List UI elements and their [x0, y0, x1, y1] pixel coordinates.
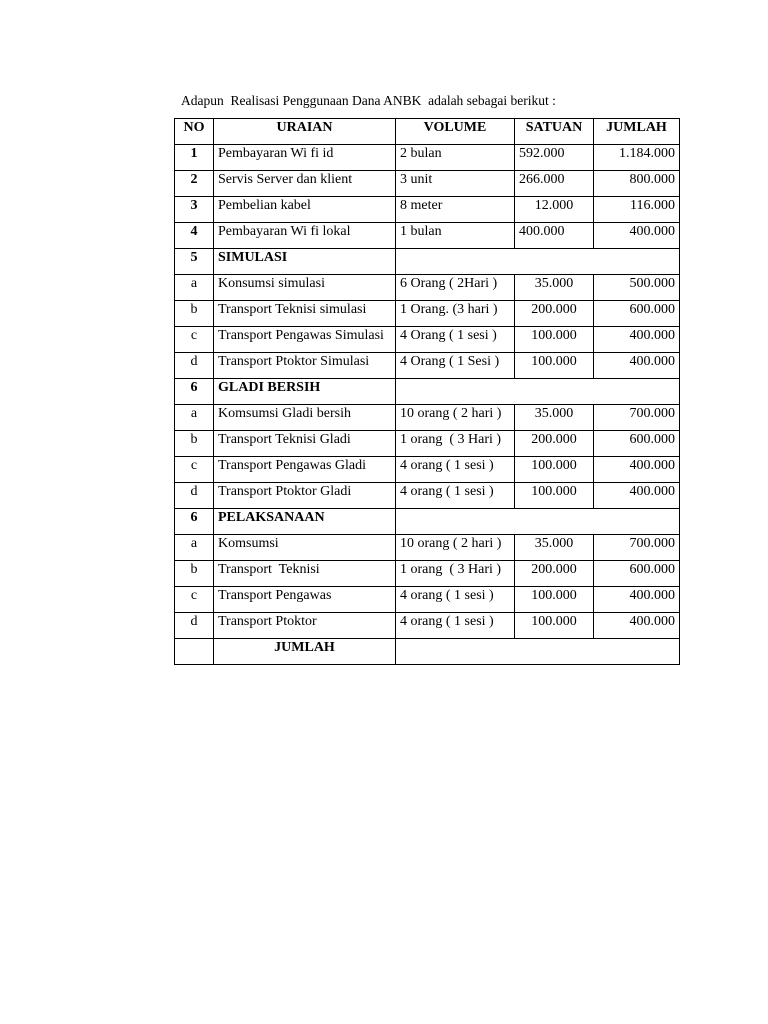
table-row	[175, 275, 680, 301]
row-volume: 4 Orang ( 1 sesi )	[396, 327, 515, 353]
section-header-row	[175, 509, 680, 535]
row-no: d	[175, 613, 214, 639]
total-row	[175, 639, 680, 665]
row-no: a	[175, 275, 214, 301]
row-volume: 10 orang ( 2 hari )	[396, 405, 515, 431]
section-empty-cell	[396, 509, 680, 535]
row-no: b	[175, 561, 214, 587]
table-row	[175, 587, 680, 613]
row-satuan: 200.000	[515, 561, 594, 587]
row-uraian: Transport Pengawas Simulasi	[214, 327, 396, 353]
section-empty-cell	[396, 249, 680, 275]
table-row	[175, 431, 680, 457]
row-no: d	[175, 353, 214, 379]
table-row	[175, 561, 680, 587]
row-uraian: Transport Ptoktor	[214, 613, 396, 639]
row-volume: 1 Orang. (3 hari )	[396, 301, 515, 327]
row-volume: 1 orang ( 3 Hari )	[396, 561, 515, 587]
total-value-cell	[396, 639, 680, 665]
row-jumlah: 800.000	[594, 171, 680, 197]
row-satuan: 100.000	[515, 613, 594, 639]
row-jumlah: 400.000	[594, 457, 680, 483]
section-no: 6	[175, 509, 214, 535]
row-jumlah: 400.000	[594, 223, 680, 249]
row-uraian: Komsumsi Gladi bersih	[214, 405, 396, 431]
table-row	[175, 223, 680, 249]
row-no: a	[175, 405, 214, 431]
table-row	[175, 613, 680, 639]
row-uraian: Transport Ptoktor Gladi	[214, 483, 396, 509]
header-jumlah: JUMLAH	[594, 119, 680, 145]
row-jumlah: 400.000	[594, 353, 680, 379]
row-satuan: 12.000	[515, 197, 594, 223]
row-volume: 4 Orang ( 1 Sesi )	[396, 353, 515, 379]
row-uraian: Transport Teknisi simulasi	[214, 301, 396, 327]
section-no: 5	[175, 249, 214, 275]
row-no: a	[175, 535, 214, 561]
row-satuan: 100.000	[515, 353, 594, 379]
row-no: 3	[175, 197, 214, 223]
table-row	[175, 483, 680, 509]
row-no: b	[175, 431, 214, 457]
section-empty-cell	[396, 379, 680, 405]
budget-table	[174, 118, 680, 665]
table-row	[175, 145, 680, 171]
table-row	[175, 405, 680, 431]
row-uraian: Transport Ptoktor Simulasi	[214, 353, 396, 379]
row-jumlah: 116.000	[594, 197, 680, 223]
row-uraian: Transport Teknisi Gladi	[214, 431, 396, 457]
row-volume: 4 orang ( 1 sesi )	[396, 483, 515, 509]
row-no: c	[175, 457, 214, 483]
section-title: SIMULASI	[214, 249, 396, 275]
row-jumlah: 1.184.000	[594, 145, 680, 171]
row-volume: 4 orang ( 1 sesi )	[396, 457, 515, 483]
table-row	[175, 327, 680, 353]
section-header-row	[175, 249, 680, 275]
row-jumlah: 400.000	[594, 613, 680, 639]
row-uraian: Pembelian kabel	[214, 197, 396, 223]
row-satuan: 266.000	[515, 171, 594, 197]
table-row	[175, 197, 680, 223]
row-no: 2	[175, 171, 214, 197]
row-jumlah: 600.000	[594, 431, 680, 457]
row-jumlah: 400.000	[594, 587, 680, 613]
row-volume: 10 orang ( 2 hari )	[396, 535, 515, 561]
row-satuan: 200.000	[515, 301, 594, 327]
row-uraian: Pembayaran Wi fi lokal	[214, 223, 396, 249]
table-row	[175, 535, 680, 561]
row-no: d	[175, 483, 214, 509]
row-uraian: Transport Pengawas Gladi	[214, 457, 396, 483]
row-no: c	[175, 587, 214, 613]
row-jumlah: 400.000	[594, 327, 680, 353]
table-row	[175, 353, 680, 379]
row-volume: 3 unit	[396, 171, 515, 197]
row-jumlah: 500.000	[594, 275, 680, 301]
header-uraian: URAIAN	[214, 119, 396, 145]
row-jumlah: 600.000	[594, 301, 680, 327]
row-uraian: Pembayaran Wi fi id	[214, 145, 396, 171]
row-no: b	[175, 301, 214, 327]
row-volume: 4 orang ( 1 sesi )	[396, 587, 515, 613]
header-no: NO	[175, 119, 214, 145]
section-header-row	[175, 379, 680, 405]
row-uraian: Servis Server dan klient	[214, 171, 396, 197]
row-satuan: 400.000	[515, 223, 594, 249]
section-no: 6	[175, 379, 214, 405]
intro-text: Adapun Realisasi Penggunaan Dana ANBK adalah sebagai berikut :	[181, 93, 556, 108]
total-empty-no	[175, 639, 214, 665]
row-volume: 1 bulan	[396, 223, 515, 249]
row-volume: 6 Orang ( 2Hari )	[396, 275, 515, 301]
row-satuan: 100.000	[515, 327, 594, 353]
header-satuan: SATUAN	[515, 119, 594, 145]
table-header-row	[175, 119, 680, 145]
row-satuan: 100.000	[515, 483, 594, 509]
row-volume: 2 bulan	[396, 145, 515, 171]
header-volume: VOLUME	[396, 119, 515, 145]
table-row	[175, 171, 680, 197]
row-satuan: 35.000	[515, 275, 594, 301]
row-no: c	[175, 327, 214, 353]
row-volume: 8 meter	[396, 197, 515, 223]
row-volume: 1 orang ( 3 Hari )	[396, 431, 515, 457]
row-jumlah: 600.000	[594, 561, 680, 587]
row-satuan: 100.000	[515, 457, 594, 483]
row-satuan: 35.000	[515, 405, 594, 431]
row-no: 1	[175, 145, 214, 171]
row-jumlah: 700.000	[594, 405, 680, 431]
section-title: PELAKSANAAN	[214, 509, 396, 535]
row-uraian: Komsumsi	[214, 535, 396, 561]
table-row	[175, 301, 680, 327]
table-row	[175, 457, 680, 483]
row-volume: 4 orang ( 1 sesi )	[396, 613, 515, 639]
row-satuan: 100.000	[515, 587, 594, 613]
row-uraian: Transport Teknisi	[214, 561, 396, 587]
row-uraian: Transport Pengawas	[214, 587, 396, 613]
row-no: 4	[175, 223, 214, 249]
row-uraian: Konsumsi simulasi	[214, 275, 396, 301]
section-title: GLADI BERSIH	[214, 379, 396, 405]
row-satuan: 35.000	[515, 535, 594, 561]
row-jumlah: 400.000	[594, 483, 680, 509]
row-satuan: 592.000	[515, 145, 594, 171]
row-jumlah: 700.000	[594, 535, 680, 561]
row-satuan: 200.000	[515, 431, 594, 457]
total-label: JUMLAH	[214, 639, 396, 665]
